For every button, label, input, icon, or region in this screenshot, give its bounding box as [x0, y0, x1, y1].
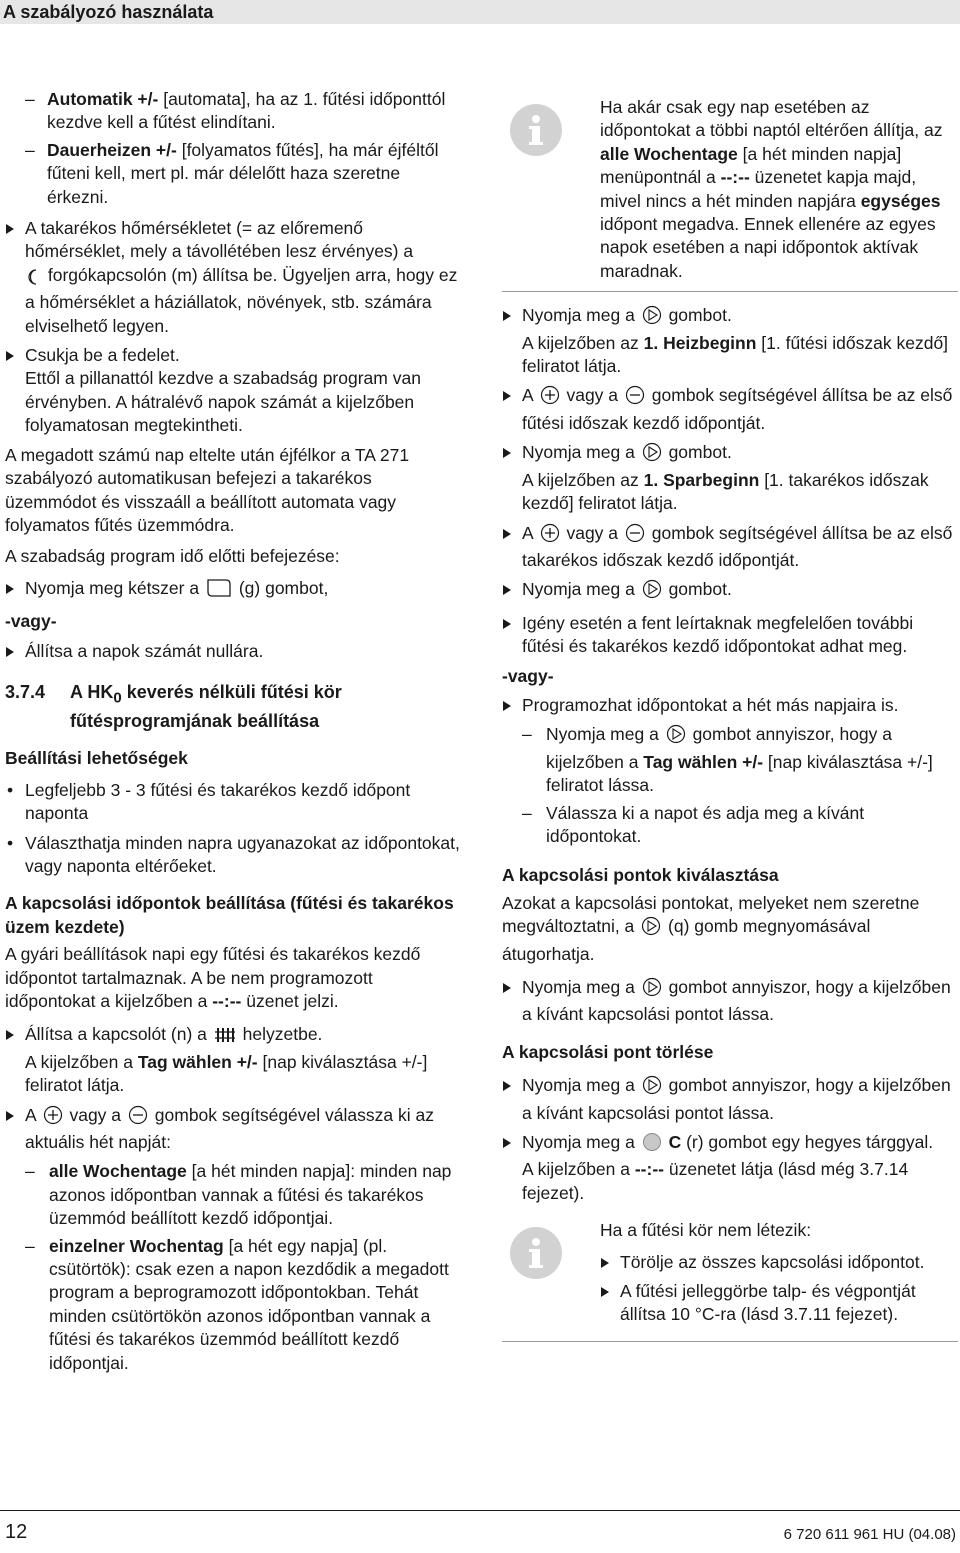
paragraph: A szabadság program idő előtti befejezése:: [5, 546, 340, 567]
step-text: A: [25, 1104, 36, 1125]
instruction-step: [5, 344, 463, 438]
info-text-part: [a hét minden napja] menüpontnál a: [600, 143, 902, 188]
info-box: [502, 96, 958, 292]
key-g-icon: [206, 578, 232, 604]
instruction-step: [5, 577, 463, 604]
info-text-part: időpont megadva. Ennek ellenére az egyes napok esetében a napi időpontok aktívak maradnak.: [600, 214, 936, 281]
info-icon: [510, 1227, 562, 1279]
step-arrow-icon: [503, 983, 511, 993]
instruction-step: [502, 522, 958, 573]
footer-divider: [0, 1510, 960, 1511]
step-text: Nyomja meg a: [522, 977, 635, 997]
list-item: – Nyomja meg a gombot annyiszor, hogy a kijelzőben a Tag wählen +/- [nap kiválasztása +/-] feliratot lássa.: [522, 724, 933, 796]
step-text: A kijelzőben az: [522, 469, 644, 490]
or-separator: -vagy-: [502, 665, 554, 686]
step-text: [1. takarékos időszak kezdő] feliratot látja.: [522, 469, 929, 514]
plus-button-icon: [43, 1105, 63, 1131]
paragraph-text: Azokat a kapcsolási pontokat, melyeket nem szeretne megváltoztatni, a: [502, 892, 920, 937]
arrow-button-icon: [641, 916, 661, 942]
arrow-button-icon: [642, 977, 662, 1003]
step-text: Ettől a pillanattól kezdve a szabadság program van érvényben. A hátralévő napok számát a kijelzőben folyamatosan megtekintheti.: [25, 368, 421, 436]
list-item-text: Választhatja minden napra ugyanazokat az időpontokat, vagy naponta eltérőeket.: [25, 832, 460, 876]
instruction-step: [502, 612, 958, 659]
option-label: Dauerheizen +/-: [47, 139, 177, 160]
minus-button-icon: [128, 1105, 148, 1131]
info-text: Ha a fűtési kör nem létezik:: [600, 1220, 812, 1241]
step-text: gombot annyiszor, hogy a kijelzőben a kívánt kapcsolási pontot lássa.: [522, 1075, 951, 1123]
info-text-part: Ha akár csak egy nap esetében az időpontokat a többi naptól eltérően állítja, az: [600, 97, 943, 141]
step-arrow-icon: [503, 448, 511, 458]
list-item: – Dauerheizen +/- [folyamatos fűtés], ha már éjféltől fűteni kell, mert pl. már délelőtt haza szeretne érkezni.: [25, 139, 439, 207]
instruction-step: [502, 1074, 958, 1125]
step-text: forgókapcsolón (m) állítsa be. Ügyeljen arra, hogy ez a hőmérséklet a háziállatok, növények, stb. számára elviselhető legyen.: [25, 264, 458, 336]
page-title: A szabályozó használata: [3, 2, 214, 22]
paragraph-text: (q) gomb megnyomásával átugorhatja.: [502, 916, 871, 964]
step-arrow-icon: [503, 619, 511, 629]
instruction-step: [5, 1104, 463, 1375]
step-text: gombot.: [668, 305, 732, 326]
option-label: alle Wochentage: [49, 1161, 187, 1182]
step-text: A takarékos hőmérsékletet (= az előremenő hőmérséklet, mely a távollétében lesz érvényes) a: [25, 218, 414, 262]
step-text: Törölje az összes kapcsolási időpontot.: [620, 1251, 925, 1272]
list-item-text: [nap kiválasztása +/-] feliratot lássa.: [546, 751, 933, 796]
list-item: – alle Wochentage [a hét minden napja]: minden nap azonos időpontban vannak a fűtési és takarékos üzemmód beállított kezdő időpontjai.: [25, 1161, 452, 1229]
plus-button-icon: [540, 385, 560, 411]
display-text: Tag wählen +/-: [643, 751, 764, 772]
step-arrow-icon: [6, 224, 14, 234]
minus-button-icon: [625, 385, 645, 411]
instruction-step: [600, 1251, 958, 1274]
list-item: – Automatik +/- [automata], ha az 1. fűtési időponttól kezdve kell a fűtést elindítani.: [25, 89, 446, 133]
paragraph: [502, 892, 958, 966]
step-arrow-icon: [503, 391, 511, 401]
option-label: einzelner Wochentag: [49, 1235, 224, 1256]
display-text: 1. Sparbeginn: [643, 469, 760, 490]
step-text: A: [522, 385, 533, 406]
paragraph: A megadott számú nap eltelte után éjfélkor a TA 271 szabályozó automatikusan befejezi a takarékos üzemmódot és visszaáll a beállított automata vagy folyamatos fűtés üzemmódra.: [5, 444, 410, 535]
instruction-step: [502, 578, 958, 605]
subheading: Beállítási lehetőségek: [5, 748, 188, 769]
step-text: [nap kiválasztása +/-] feliratot látja.: [25, 1051, 428, 1096]
grey-c-button-icon: [642, 1132, 662, 1158]
info-icon: [510, 104, 562, 156]
step-text: A fűtési jelleggörbe talp- és végpontját állítsa 10 °C-ra (lásd 3.7.11 fejezet).: [620, 1281, 916, 1325]
option-text: [automata], ha az 1. fűtési időponttól kezdve kell a fűtést elindítani.: [47, 89, 446, 133]
subheading: A kapcsolási pontok kiválasztása: [502, 865, 779, 886]
list-item: • Legfeljebb 3 - 3 fűtési és takarékos kezdő időpont naponta: [7, 779, 411, 824]
step-text: gombot annyiszor, hogy a kijelzőben a kívánt kapcsolási pontot lássa.: [522, 977, 951, 1025]
list-item-text: gombot annyiszor, hogy a kijelzőben a: [546, 724, 893, 772]
instruction-step: [502, 304, 958, 378]
step-text: Nyomja meg a: [522, 579, 635, 600]
step-text: Állítsa a napok számát nullára.: [25, 640, 264, 661]
info-text-part: üzenetet kapja majd, mivel nincs a hét minden napjára: [600, 167, 917, 211]
step-arrow-icon: [6, 584, 14, 594]
step-text: A kijelzőben a: [25, 1051, 138, 1072]
instruction-step: [5, 217, 463, 338]
arrow-button-icon: [666, 724, 686, 750]
step-text: (r) gombot egy hegyes tárggyal.: [681, 1132, 934, 1153]
step-text: A: [522, 522, 533, 543]
step-text: vagy a: [566, 522, 619, 543]
subheading: A kapcsolási időpontok beállítása (fűtési és takarékos üzem kezdete): [5, 893, 454, 937]
step-arrow-icon: [503, 311, 511, 321]
step-text: gombot.: [668, 442, 732, 463]
section-number: 3.7.4: [5, 681, 46, 702]
step-text: Csukja be a fedelet.: [25, 345, 180, 366]
step-text: Nyomja meg kétszer a: [25, 577, 200, 598]
option-text: [a hét egy napja] (pl. csütörtök): csak ezen a napon kezdődik a megadott program a beprogramozott időpontokban. Tehát minden csütörtökön azonos időpontban vannak a fűtési és takarékos üzemmód beállított kezdő időpontjai.: [49, 1235, 449, 1373]
minus-button-icon: [625, 523, 645, 549]
arrow-button-icon: [642, 442, 662, 468]
step-arrow-icon: [6, 647, 14, 657]
paragraph-text: üzenet jelzi.: [241, 991, 339, 1011]
paragraph-text: A gyári beállítások napi egy fűtési és takarékos kezdő időpontot tartalmaznak. A be nem programozott időpontokat a kijelzőben a: [5, 944, 421, 1011]
list-item-text: Válassza ki a napot és adja meg a kívánt időpontokat.: [546, 802, 865, 846]
step-text: Nyomja meg a: [522, 442, 635, 463]
step-text: Állítsa a kapcsolót (n) a: [25, 1024, 207, 1045]
button-letter: C: [668, 1132, 682, 1153]
moon-icon: [27, 268, 41, 291]
step-arrow-icon: [6, 1111, 14, 1121]
document-id: 6 720 611 961 HU (04.08): [783, 1526, 956, 1543]
step-text: vagy a: [566, 385, 619, 406]
display-text: --:--: [634, 1159, 664, 1180]
display-text: alle Wochentage: [600, 143, 738, 164]
display-text: --:--: [720, 167, 750, 188]
step-text: gombot.: [668, 579, 732, 600]
radiator-icon: [214, 1026, 236, 1050]
step-arrow-icon: [503, 701, 511, 711]
step-text: gombok segítségével állítsa be az első fűtési időszak kezdő időpontját.: [522, 385, 953, 433]
list-item: – einzelner Wochentag [a hét egy napja] (pl. csütörtök): csak ezen a napon kezdődik a megadott program a beprogramozott időpontokban. Tehát minden csütörtökön azonos időpontban vannak a fűtési és takarékos üzemmód beállított kezdő időpontjai.: [25, 1235, 449, 1373]
step-text: A kijelzőben a: [522, 1159, 635, 1180]
page-header-bar: [0, 0, 960, 24]
right-column: [502, 96, 958, 1354]
instruction-step: [5, 640, 463, 663]
step-arrow-icon: [503, 1138, 511, 1148]
display-text: --:--: [212, 991, 242, 1011]
step-text: Igény esetén a fent leírtaknak megfelelően további fűtési és takarékos kezdő időpontokat adhat meg.: [522, 612, 914, 657]
arrow-button-icon: [642, 305, 662, 331]
or-separator: -vagy-: [5, 611, 57, 632]
step-text: Nyomja meg a: [522, 1075, 635, 1096]
section-title-subscript: 0: [113, 689, 122, 707]
info-box: [502, 1219, 958, 1342]
step-text: gombok segítségével válassza ki az aktuális hét napját:: [25, 1104, 434, 1153]
step-text: Programozhat időpontokat a hét más napjaira is.: [522, 694, 899, 715]
step-arrow-icon: [6, 351, 14, 361]
list-item-text: Legfeljebb 3 - 3 fűtési és takarékos kezdő időpont naponta: [25, 779, 411, 824]
emphasis-text: egységes: [860, 190, 941, 211]
arrow-button-icon: [642, 1075, 662, 1101]
step-text: Nyomja meg a: [522, 305, 635, 326]
instruction-step: [600, 1280, 958, 1327]
step-arrow-icon: [601, 1258, 609, 1268]
option-text: [a hét minden napja]: minden nap azonos időpontban vannak a fűtési és takarékos üzemmód beállított kezdő időpontjai.: [49, 1161, 452, 1229]
paragraph: [5, 943, 463, 1013]
plus-button-icon: [540, 523, 560, 549]
instruction-step: [502, 976, 958, 1027]
instruction-step: [5, 1023, 463, 1097]
subheading: A kapcsolási pont törlése: [502, 1041, 714, 1062]
section-title-part: keverés nélküli fűtési kör fűtésprogramjának beállítása: [70, 681, 342, 731]
step-text: vagy a: [69, 1104, 122, 1125]
page-number: 12: [5, 1521, 28, 1543]
list-item: – Válassza ki a napot és adja meg a kívánt időpontokat.: [522, 802, 865, 846]
info-text: [600, 96, 958, 283]
step-arrow-icon: [503, 1081, 511, 1091]
step-text: A kijelzőben az: [522, 332, 644, 353]
step-text: üzenetet látja (lásd még 3.7.14 fejezet).: [522, 1159, 909, 1203]
list-item: • Választhatja minden napra ugyanazokat az időpontokat, vagy naponta eltérőeket.: [7, 832, 460, 876]
step-arrow-icon: [503, 529, 511, 539]
list-item-text: Nyomja meg a: [546, 724, 659, 745]
instruction-step: [502, 1131, 958, 1205]
section-title: [70, 681, 463, 733]
display-text: Tag wählen +/-: [137, 1051, 258, 1072]
step-text: [1. fűtési időszak kezdő] feliratot látja.: [522, 332, 949, 377]
step-arrow-icon: [6, 1030, 14, 1040]
display-text: 1. Heizbeginn: [643, 332, 757, 353]
instruction-step: [502, 441, 958, 515]
section-heading: [5, 681, 463, 733]
step-arrow-icon: [601, 1287, 609, 1297]
step-text: helyzetbe.: [242, 1024, 323, 1045]
option-label: Automatik +/-: [47, 89, 159, 109]
arrow-button-icon: [642, 579, 662, 605]
instruction-step: [502, 694, 958, 848]
step-text: (g) gombot,: [238, 577, 329, 598]
step-text: gombok segítségével állítsa be az első takarékos időszak kezdő időpontját.: [522, 522, 953, 570]
instruction-step: [502, 384, 958, 435]
option-text: [folyamatos fűtés], ha már éjféltől fűteni kell, mert pl. már délelőtt haza szeretne érkezni.: [47, 139, 439, 207]
section-title-part: A HK: [70, 681, 114, 702]
step-arrow-icon: [503, 585, 511, 595]
step-text: Nyomja meg a: [522, 1132, 635, 1153]
left-column: [5, 88, 463, 1381]
